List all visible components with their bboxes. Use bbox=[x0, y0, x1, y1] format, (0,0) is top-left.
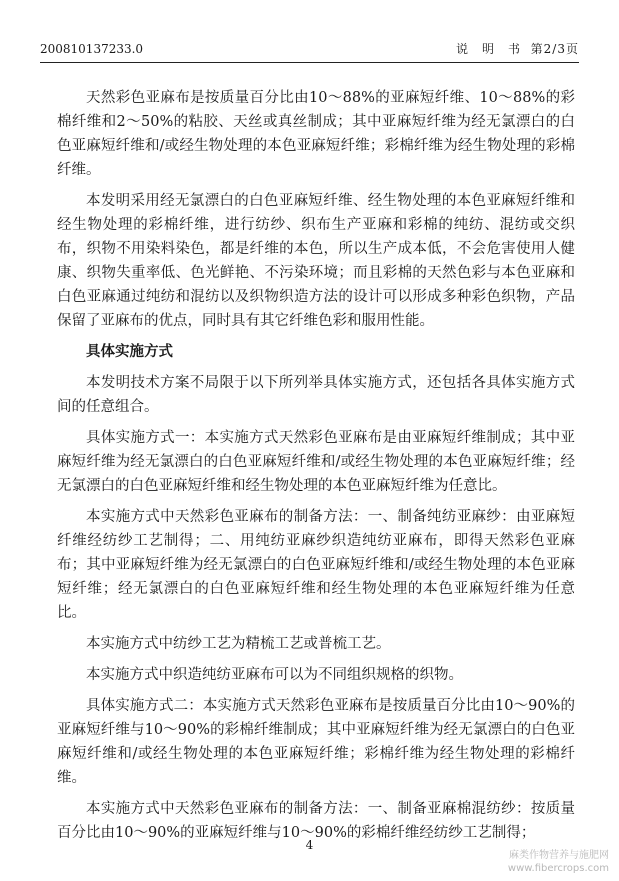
paragraph: 本实施方式中织造纯纺亚麻布可以为不同组织规格的织物。 bbox=[86, 667, 463, 683]
paragraph: 本发明技术方案不局限于以下所列举具体实施方式，还包括各具体实施方式间的任意组合。 bbox=[57, 375, 575, 415]
watermark-name: 麻类作物营养与施肥网 bbox=[509, 850, 609, 861]
header-right bbox=[456, 40, 579, 58]
page-number: 4 bbox=[305, 838, 314, 852]
document-body bbox=[57, 86, 575, 852]
paragraph: 本实施方式中天然彩色亚麻布的制备方法：一、制备亚麻棉混纺纱：按质量百分比由10～90%的亚麻短纤维与10～90%的彩棉纤维经纺纱工艺制得； bbox=[57, 801, 575, 841]
page-header bbox=[40, 40, 579, 58]
paragraph: 本实施方式中天然彩色亚麻布的制备方法：一、制备纯纺亚麻纱：由亚麻短纤维经纺纱工艺制得；二、用纯纺亚麻纱织造纯纺亚麻布，即得天然彩色亚麻布；其中亚麻短纤维为经无氯漂白的白色亚麻短纤维和/或经生物处理的本色亚麻短纤维；经无氯漂白的白色亚麻短纤维和经生物处理的本色亚麻短纤维为任意比。 bbox=[57, 509, 575, 621]
paragraph: 本发明采用经无氯漂白的白色亚麻短纤维、经生物处理的本色亚麻短纤维和经生物处理的彩棉纤维，进行纺纱、织布生产亚麻和彩棉的纯纺、混纺或交织布，织物不用染料染色，都是纤维的本色，所以生产成本低，不会危害使用人健康、织物失重率低、色光鲜艳、不污染环境；而且彩棉的天然色彩与本色亚麻和白色亚麻通过纯纺和混纺以及织物织造方法的设计可以形成多种彩色织物，产品保留了亚麻布的优点，同时具有其它纤维色彩和服用性能。 bbox=[57, 193, 575, 329]
site-watermark bbox=[508, 849, 609, 875]
paragraph: 具体实施方式一：本实施方式天然彩色亚麻布是由亚麻短纤维制成；其中亚麻短纤维为经无氯漂白的白色亚麻短纤维和/或经生物处理的本色亚麻短纤维；经无氯漂白的白色亚麻短纤维和经生物处理的本色亚麻短纤维为任意比。 bbox=[57, 430, 575, 494]
header-rule bbox=[40, 62, 579, 63]
watermark-url: www.fibercrops.com bbox=[507, 863, 609, 874]
document-number: 200810137233.0 bbox=[40, 42, 144, 56]
paragraph: 本实施方式中纺纱工艺为精梳工艺或普梳工艺。 bbox=[86, 636, 391, 652]
page-info: 第2/3页 bbox=[530, 42, 579, 56]
section-heading: 具体实施方式 bbox=[86, 343, 173, 360]
paragraph: 具体实施方式二：本实施方式天然彩色亚麻布是按质量百分比由10～90%的亚麻短纤维与10～90%的彩棉纤维制成；其中亚麻短纤维为经无氯漂白的白色亚麻短纤维和/或经生物处理的本色亚麻短纤维；彩棉纤维为经生物处理的彩棉纤维。 bbox=[57, 698, 575, 786]
document-type: 说 明 书 bbox=[456, 42, 522, 56]
paragraph: 天然彩色亚麻布是按质量百分比由10～88%的亚麻短纤维、10～88%的彩棉纤维和2～50%的粘胶、天丝或真丝制成；其中亚麻短纤维为经无氯漂白的白色亚麻短纤维和/或经生物处理的本色亚麻短纤维；彩棉纤维为经生物处理的彩棉纤维。 bbox=[57, 90, 575, 178]
